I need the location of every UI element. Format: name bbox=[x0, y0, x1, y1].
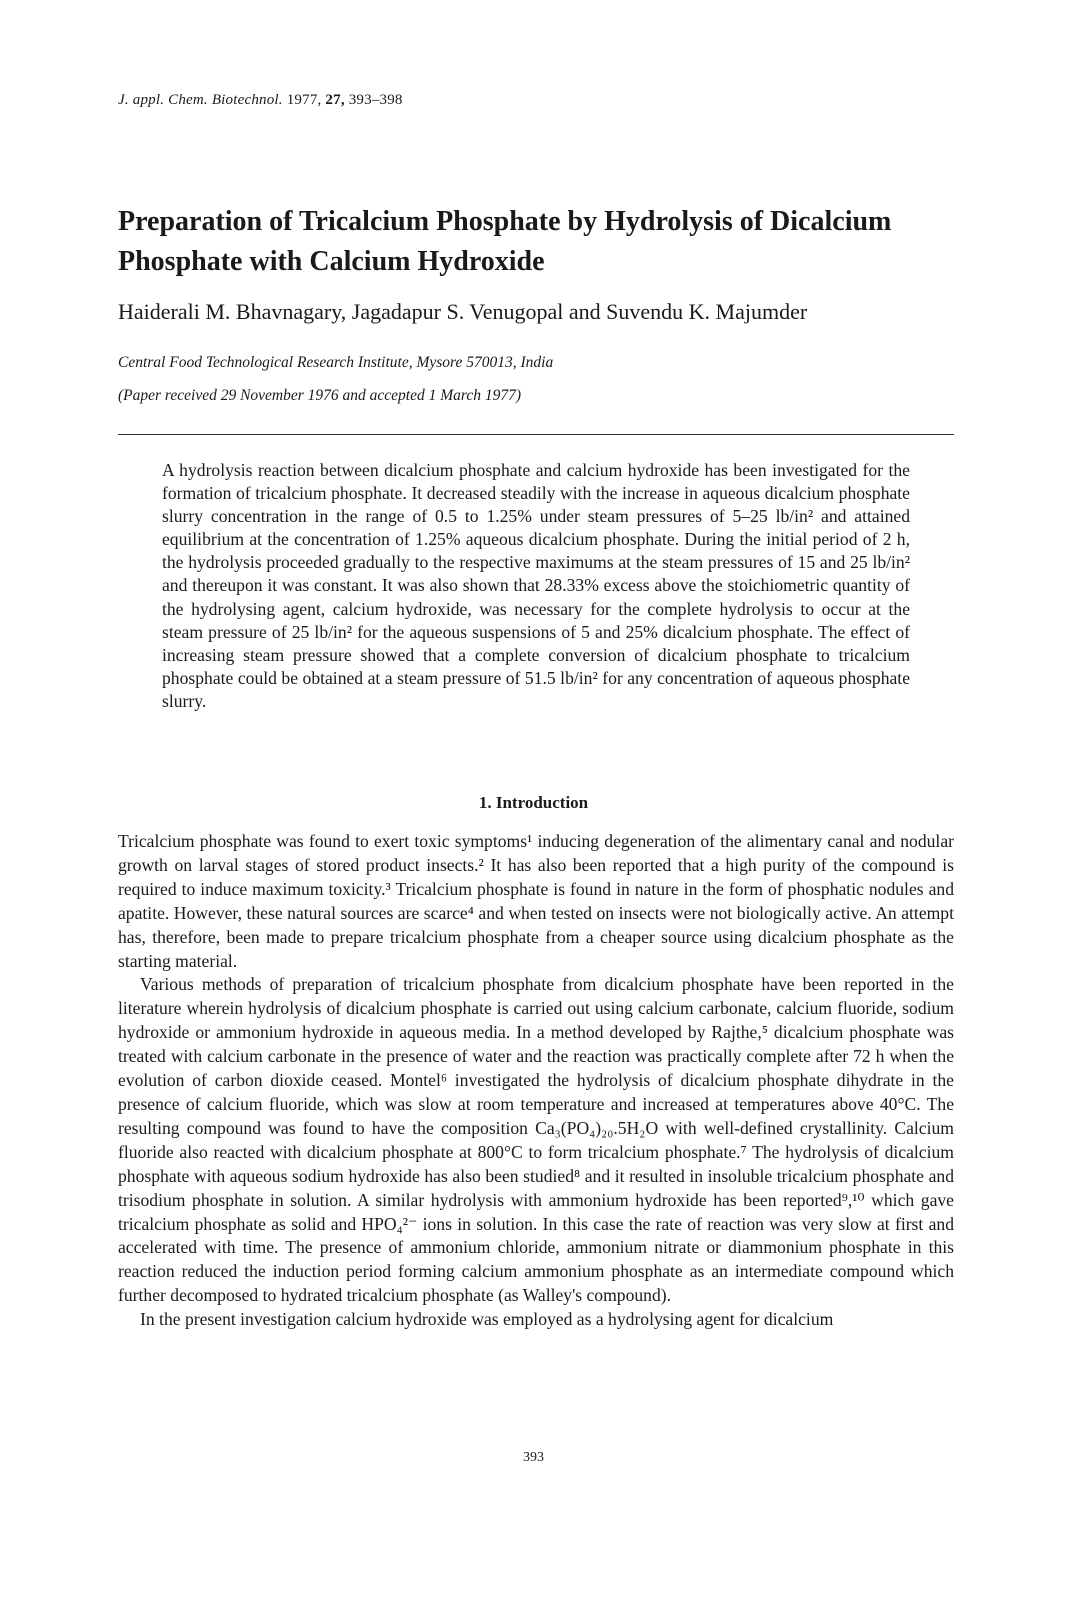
header-divider bbox=[118, 434, 954, 435]
journal-pages: 393–398 bbox=[348, 92, 403, 108]
introduction-body bbox=[118, 830, 954, 1332]
page-number: 393 bbox=[523, 1450, 544, 1465]
received-dates: (Paper received 29 November 1976 and accepted 1 March 1977) bbox=[118, 387, 522, 404]
journal-name: J. appl. Chem. Biotechnol. bbox=[118, 92, 283, 108]
journal-citation bbox=[118, 92, 403, 109]
body-paragraph: In the present investigation calcium hydroxide was employed as a hydrolysing agent for dicalcium bbox=[140, 1309, 834, 1330]
body-paragraph: Tricalcium phosphate was found to exert toxic symptoms¹ inducing degeneration of the alimentary canal and nodular growth on larval stages of stored product insects.² It has also been reported that a high purity of the compound is required to induce maximum toxicity.³ Tricalcium phosphate is found in nature in the form of phosphatic nodules and apatite. However, these natural sources are scarce⁴ and when tested on insects were not biologically active. An attempt has, therefore, been made to prepare tricalcium phosphate from a cheaper source using dicalcium phosphate as the starting material. bbox=[118, 831, 954, 971]
author-list: Haiderali M. Bhavnagary, Jagadapur S. Venugopal and Suvendu K. Majumder bbox=[118, 299, 808, 324]
paper-title: Preparation of Tricalcium Phosphate by Hydrolysis of Dicalcium Phosphate with Calcium Hydroxide bbox=[118, 206, 892, 277]
abstract: A hydrolysis reaction between dicalcium phosphate and calcium hydroxide has been investigated for the formation of tricalcium phosphate. It decreased steadily with the increase in aqueous dicalcium phosphate slurry concentration in the range of 0.5 to 1.25% under steam pressures of 5–25 lb/in² and attained equilibrium at the concentration of 1.25% aqueous dicalcium phosphate. During the initial period of 2 h, the hydrolysis proceeded gradually to the respective maximums at the steam pressures of 15 and 25 lb/in² and thereupon it was constant. It was also shown that 28.33% excess above the stoichiometric quantity of the hydrolysing agent, calcium hydroxide, was necessary for the complete hydrolysis to occur at the steam pressure of 25 lb/in² for the aqueous suspensions of 5 and 25% dicalcium phosphate. The effect of increasing steam pressure showed that a complete conversion of dicalcium phosphate to tricalcium phosphate could be obtained at a steam pressure of 51.5 lb/in² for any concentration of aqueous phosphate slurry. bbox=[162, 460, 910, 711]
journal-year: 1977, bbox=[286, 92, 322, 108]
affiliation: Central Food Technological Research Institute, Mysore 570013, India bbox=[118, 354, 554, 371]
section-heading-introduction: 1. Introduction bbox=[478, 793, 589, 812]
body-paragraph: Various methods of preparation of tricalcium phosphate from dicalcium phosphate have been reported in the literature wherein hydrolysis of dicalcium phosphate is carried out using calcium carbonate, calcium fluoride, sodium hydroxide or ammonium hydroxide in aqueous media. In a method developed by Rajthe,⁵ dicalcium phosphate was treated with calcium carbonate in the presence of water and the reaction was practically complete after 72 h when the evolution of carbon dioxide ceased. Montel⁶ investigated the hydrolysis of dicalcium phosphate dihydrate in the presence of calcium fluoride, which was slow at room temperature and increased at temperatures above 40°C. The resulting compound was found to have the composition Ca₃(PO₄)₂₀.5H₂O with well-defined crystallinity. Calcium fluoride also reacted with dicalcium phosphate at 800°C to form tricalcium phosphate.⁷ The hydrolysis of dicalcium phosphate with aqueous sodium hydroxide has also been studied⁸ and it resulted in insoluble tricalcium phosphate and trisodium phosphate in solution. A similar hydrolysis with ammonium hydroxide has been reported⁹,¹⁰ which gave tricalcium phosphate as solid and HPO₄²⁻ ions in solution. In this case the rate of reaction was very slow at first and accelerated with time. The presence of ammonium chloride, ammonium nitrate or diammonium phosphate in this reaction reduced the induction period forming calcium ammonium phosphate as an intermediate compound which further decomposed to hydrated tricalcium phosphate (as Walley's compound). bbox=[118, 974, 954, 1306]
journal-volume: 27, bbox=[325, 92, 345, 108]
